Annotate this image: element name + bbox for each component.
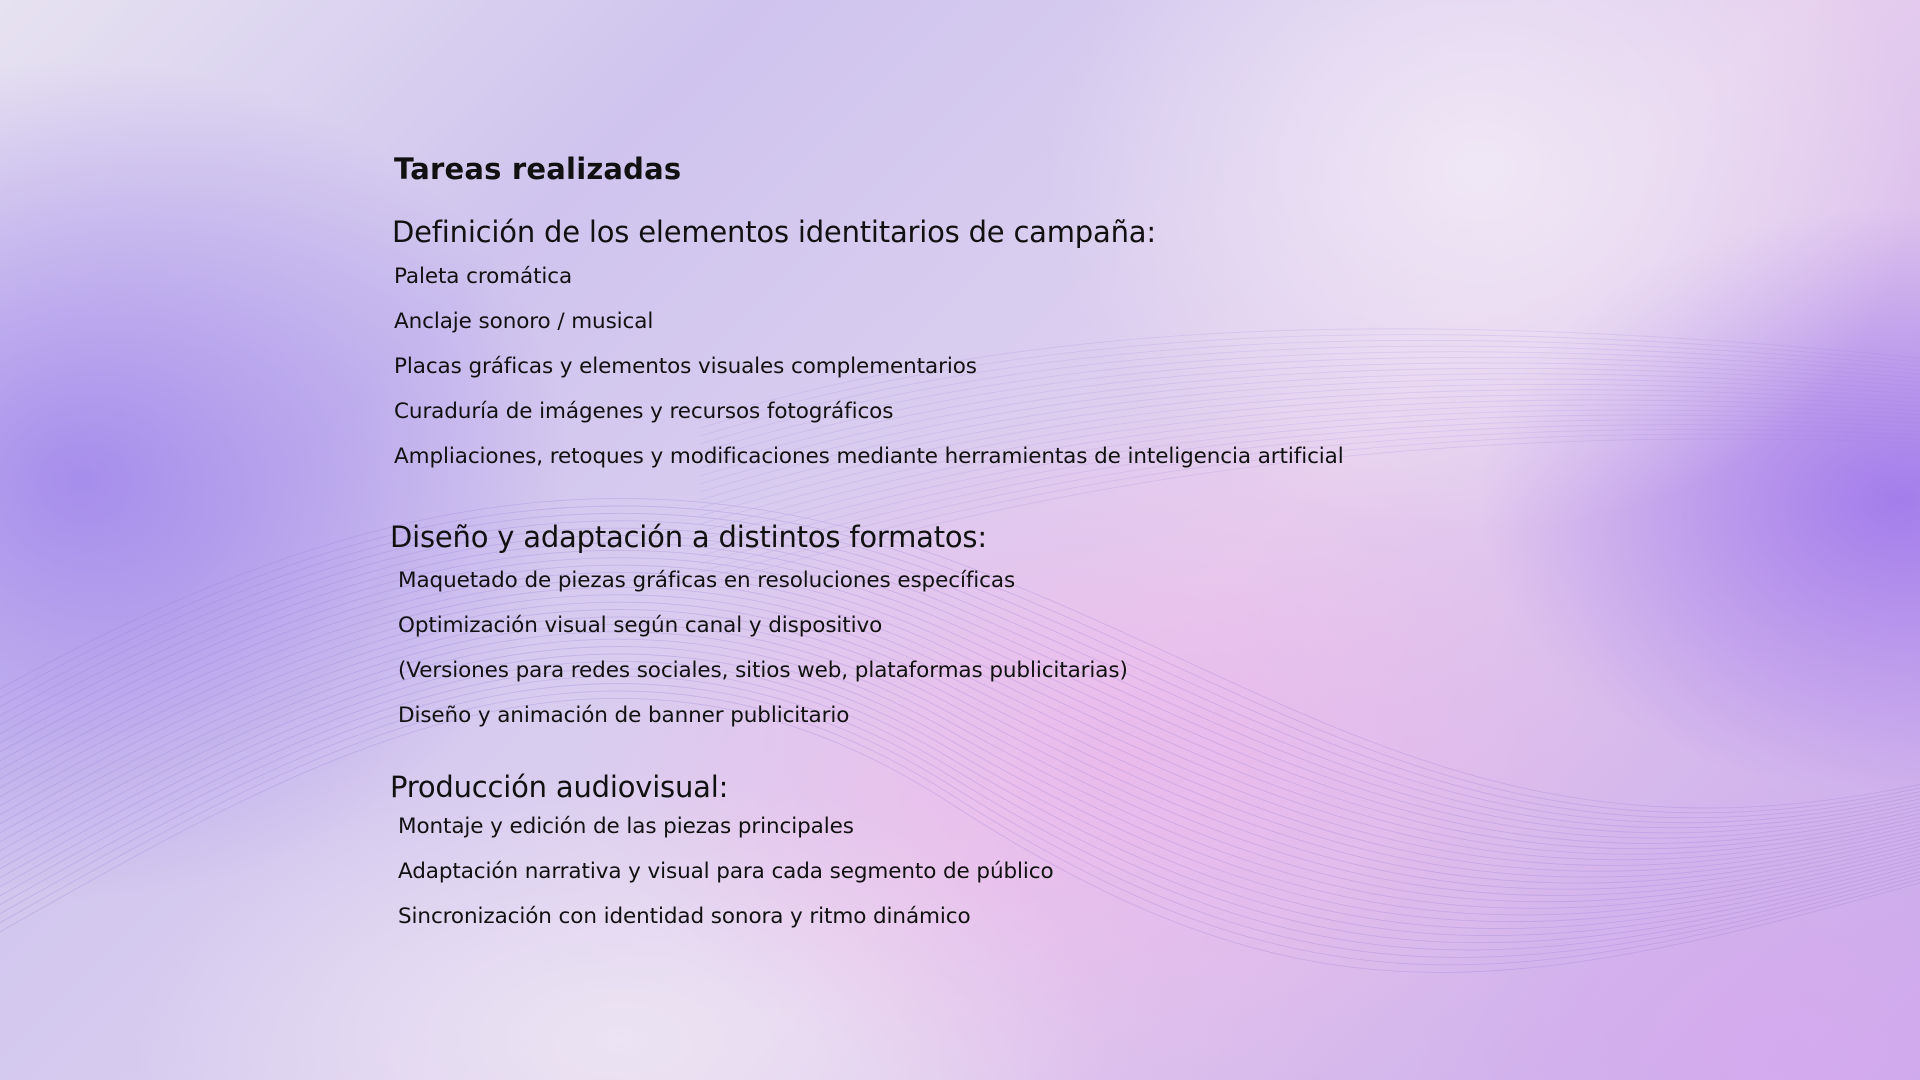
list-item: Montaje y edición de las piezas principales [398, 814, 854, 839]
list-item: (Versiones para redes sociales, sitios web, plataformas publicitarias) [398, 658, 1128, 683]
list-item: Placas gráficas y elementos visuales complementarios [394, 354, 977, 379]
list-item: Ampliaciones, retoques y modificaciones mediante herramientas de inteligencia artificial [394, 444, 1344, 469]
list-item: Paleta cromática [394, 264, 573, 289]
list-item: Diseño y animación de banner publicitario [398, 703, 850, 728]
list-item: Sincronización con identidad sonora y ritmo dinámico [398, 904, 971, 929]
list-item: Curaduría de imágenes y recursos fotográficos [394, 399, 894, 424]
list-item: Maquetado de piezas gráficas en resoluciones específicas [398, 568, 1016, 593]
list-item: Adaptación narrativa y visual para cada segmento de público [398, 859, 1054, 884]
list-item: Optimización visual según canal y dispositivo [398, 613, 883, 638]
page-title: Tareas realizadas [394, 152, 682, 186]
section-heading-formats: Diseño y adaptación a distintos formatos: [390, 520, 987, 554]
section-heading-identity: Definición de los elementos identitarios de campaña: [392, 215, 1156, 249]
list-item: Anclaje sonoro / musical [394, 309, 654, 334]
section-heading-audiovisual: Producción audiovisual: [390, 770, 729, 804]
